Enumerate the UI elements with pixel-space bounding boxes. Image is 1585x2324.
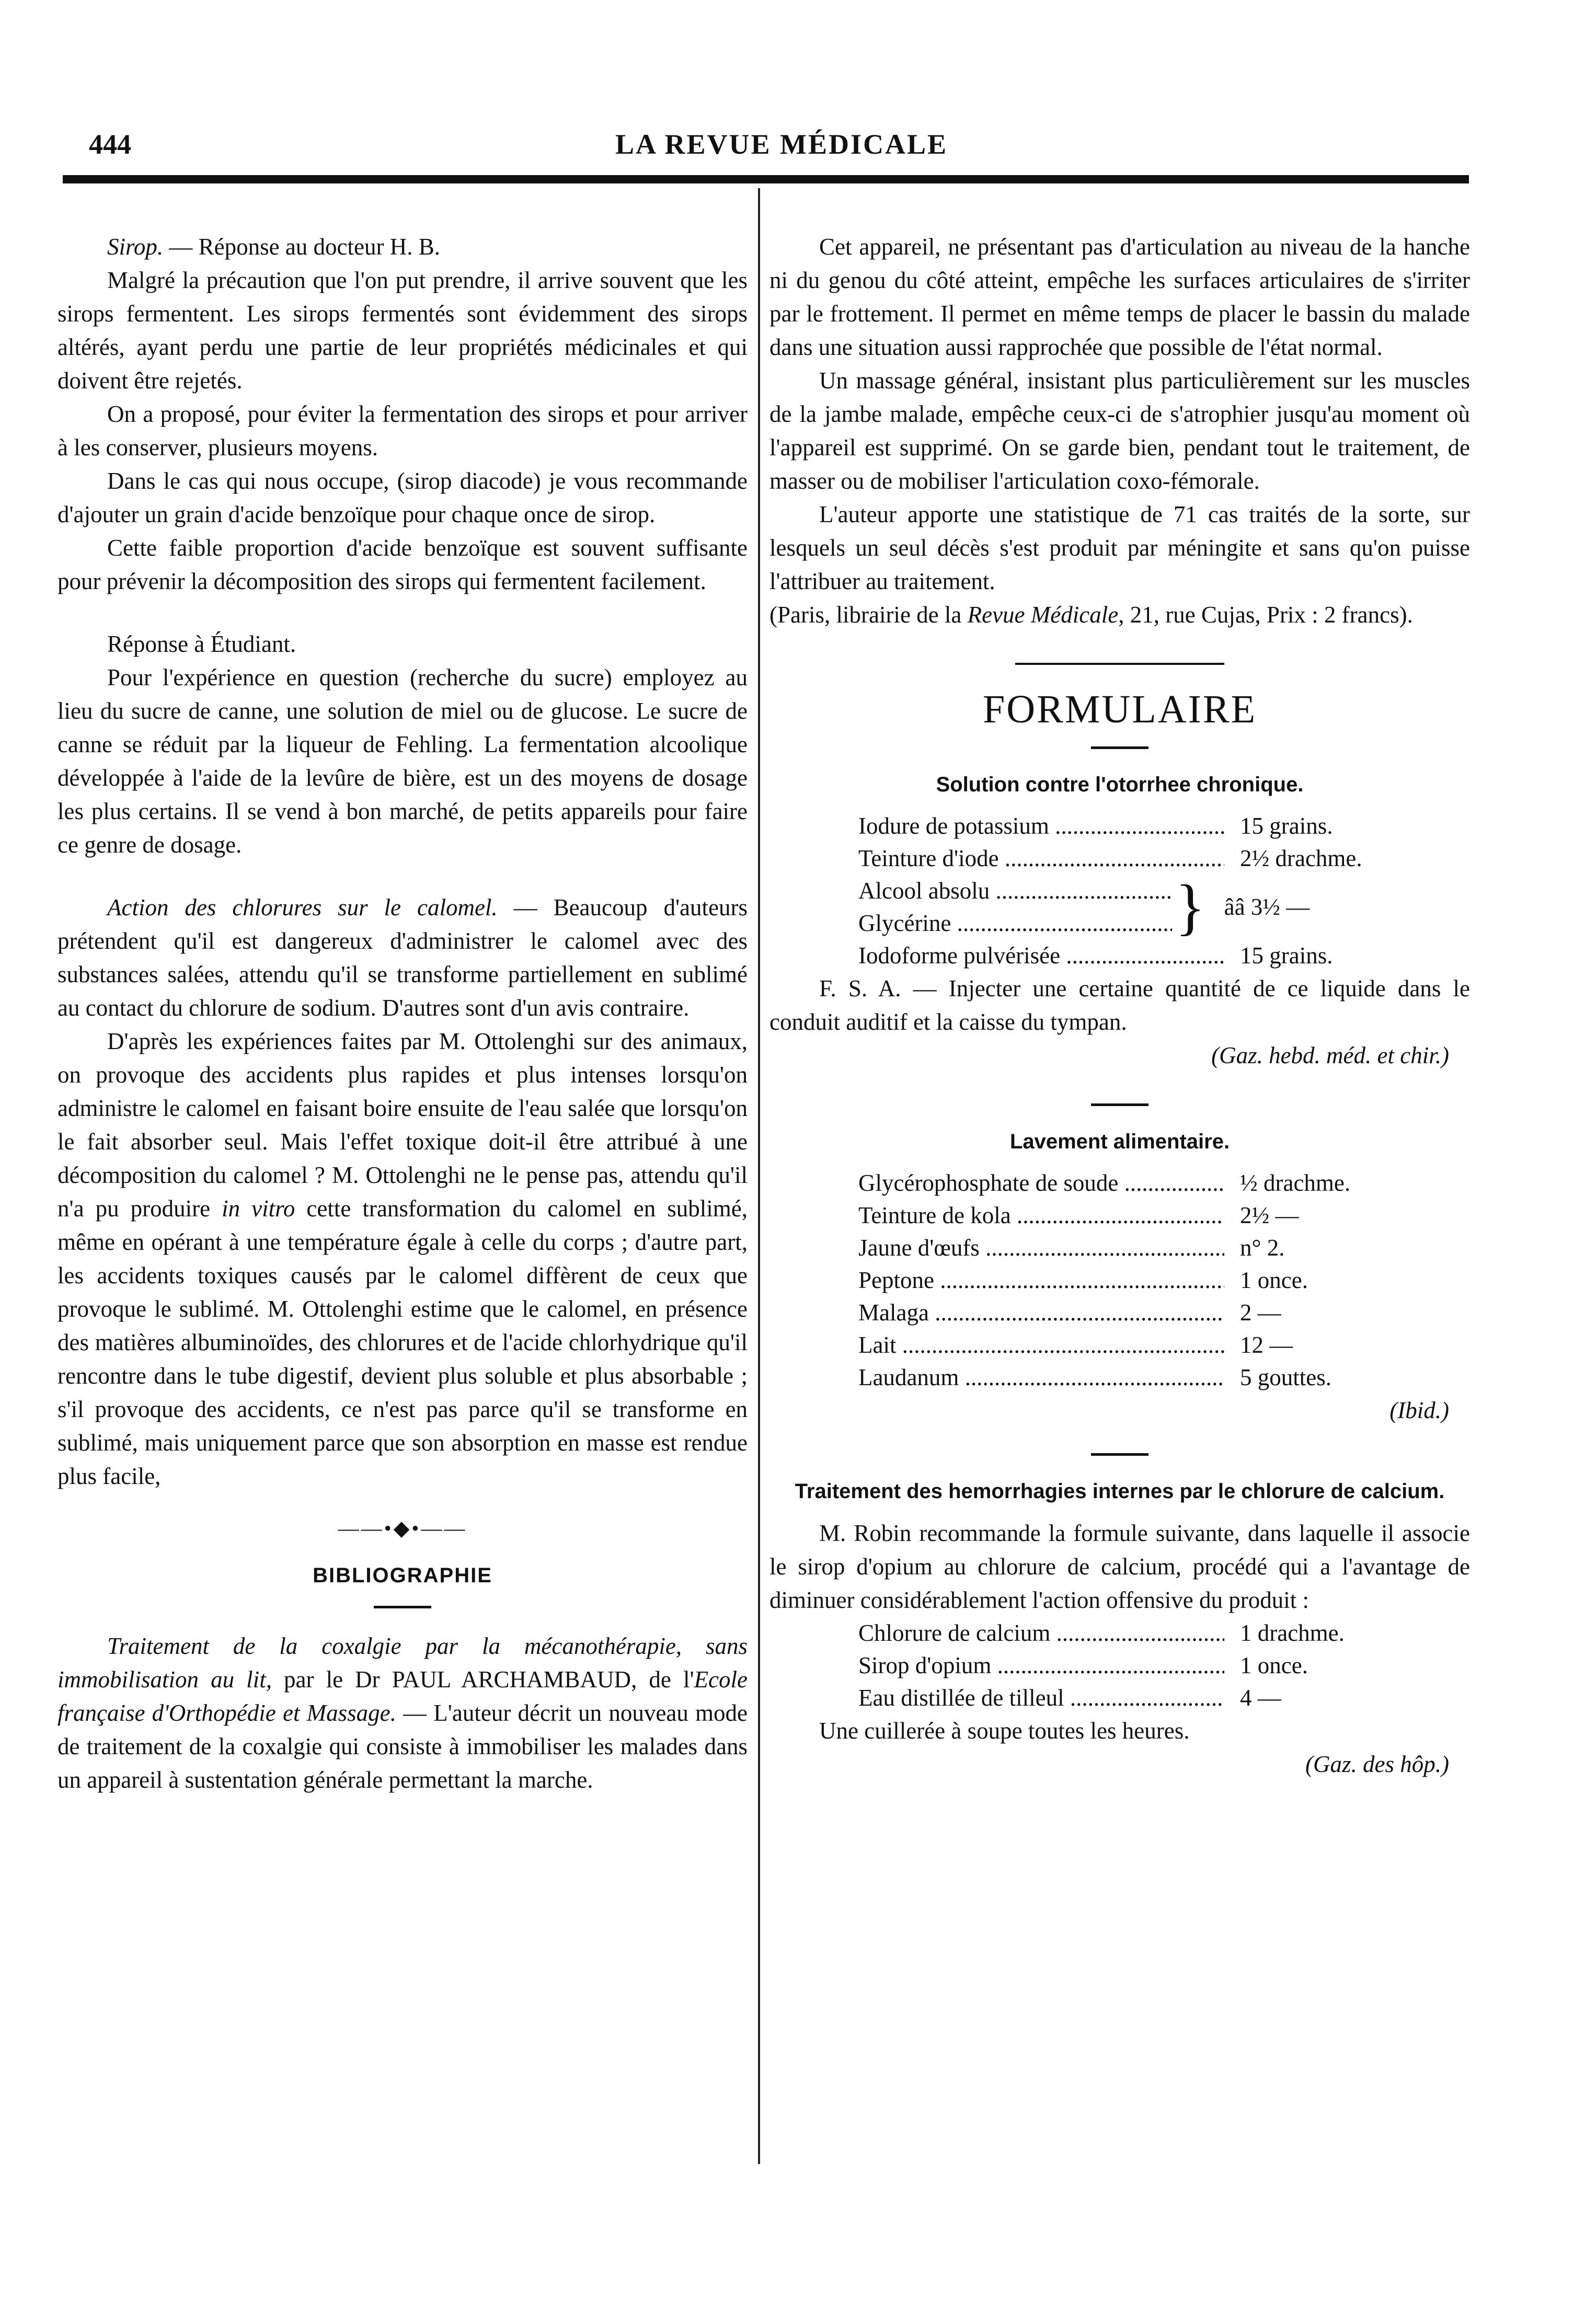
appareil-paragraph-3: L'auteur apporte une statistique de 71 cas traités de la sorte, sur lesquels un seul décès s'est produit par méningite et sans qu'on puisse l'attribuer au traitement. xyxy=(769,501,1470,594)
ingredient-qty: 15 grains. xyxy=(1240,942,1333,969)
sirop-paragraph-2: On a proposé, pour éviter la fermentation des sirops et pour arriver à les conserver, plusieurs moyens. xyxy=(58,401,748,461)
book-description: — L'auteur décrit un nouveau mode de traitement de la coxalgie qui consiste à immobiliser les malades dans un appareil à sustentation générale permettant la marche. xyxy=(58,1700,748,1793)
ingredient-qty: 2½ drachme. xyxy=(1240,845,1362,871)
ingredient-name: Eau distillée de tilleul ..... xyxy=(858,1682,1224,1714)
ingredient-name: Lait ..... xyxy=(858,1329,1224,1361)
otorrhee-instructions: F. S. A. — Injecter une certaine quantité de ce liquide dans le conduit auditif et la caisse du tympan. xyxy=(769,975,1470,1035)
running-head xyxy=(89,128,1474,170)
ingredient-name: Iodure de potassium ..... xyxy=(858,810,1224,842)
ingredient-row xyxy=(858,1199,1449,1232)
ingredient-row xyxy=(858,1649,1449,1682)
ingredient-qty: 1 once. xyxy=(1240,1652,1308,1678)
appareil-paragraph-1: Cet appareil, ne présentant pas d'articulation au niveau de la hanche ni du genou du côté atteint, empêche les surfaces articulaires de s'irriter par le frottement. Il permet en même temps de placer le bassin du malade dans une situation aussi rapprochée que possible de l'état normal. xyxy=(769,234,1470,360)
calomel-text-2b: cette transformation du calomel en sublimé, même en opérant à une température égale à celle du corps ; d'autre part, les accidents toxiques causés par le calomel diffèrent de ceux que provoque le sublimé. M. Ottolenghi estime que le calomel, en présence des matières albuminoïdes, des chlorures et de l'acide chlorhydrique qu'il rencontre dans le tube digestif, devient plus soluble et plus absorbable ; s'il provoque des accidents, ce n'est pas parce qu'il se transforme en sublimé, mais uniquement parce que son absorption en masse est rendue plus facile, xyxy=(58,1195,748,1489)
ingredient-qty: 2½ — xyxy=(1240,1202,1299,1228)
calomel-paragraph-2 xyxy=(58,1025,748,1493)
ingredient-qty: 2 — xyxy=(1240,1299,1281,1326)
ingredient-row xyxy=(858,842,1449,875)
book-school: Ecole française d'Orthopédie et Massage. xyxy=(58,1666,748,1726)
ingredient-row xyxy=(858,1264,1449,1296)
book-of: , de l' xyxy=(631,1666,694,1693)
otorrhee-source: (Gaz. hebd. méd. et chir.) xyxy=(1211,1042,1449,1068)
ingredient-row xyxy=(858,907,1172,939)
calomel-paragraph-1 xyxy=(58,891,748,1025)
ingredient-row xyxy=(858,1361,1449,1394)
header-rule xyxy=(63,175,1469,183)
calomel-title: Action des chlorures sur le calomel. xyxy=(107,894,498,921)
ingredient-qty: 1 drachme. xyxy=(1240,1620,1345,1646)
spacer xyxy=(58,598,748,627)
section-ornament: ——•◆•—— xyxy=(338,1516,467,1540)
publisher-journal: Revue Médicale xyxy=(967,602,1119,628)
sirop-title: Sirop. xyxy=(107,234,164,260)
ingredient-name: Laudanum ..... xyxy=(858,1361,1224,1394)
ingredient-row xyxy=(858,1617,1449,1649)
ingredient-qty: 1 once. xyxy=(1240,1267,1308,1293)
bracket-names xyxy=(858,875,1172,939)
sirop-paragraph-intro xyxy=(58,230,748,263)
column-divider xyxy=(758,188,760,2164)
ingredient-qty: 12 — xyxy=(1240,1332,1293,1358)
ingredient-name: Teinture d'iode ..... xyxy=(858,842,1224,875)
hemorragies-source: (Gaz. des hôp.) xyxy=(1305,1751,1449,1777)
appareil-paragraph-2: Un massage général, insistant plus particulièrement sur les muscles de la jambe malade, empêche ceux-ci de s'atrophier jusqu'au moment où l'appareil est supprimé. On se garde bien, pendant tout le traitement, de masser ou de mobiliser l'articulation coxo-fémorale. xyxy=(769,367,1470,494)
publisher-text-a: (Paris, librairie de la xyxy=(769,602,968,628)
ingredient-qty: n° 2. xyxy=(1240,1235,1285,1261)
lavement-heading: Lavement alimentaire. xyxy=(1009,1130,1230,1153)
hemorragies-recipe xyxy=(858,1617,1449,1714)
ingredient-qty: 4 — xyxy=(1240,1685,1281,1711)
ingredient-row xyxy=(858,1329,1449,1361)
sirop-intro: — Réponse au docteur H. B. xyxy=(163,234,441,260)
book-title: Traitement de la coxalgie par la mécanothérapie, sans immobilisation au lit, xyxy=(58,1633,748,1693)
ingredient-qty: ââ 3½ — xyxy=(1224,894,1310,920)
calomel-text-1: — Beaucoup d'auteurs prétendent qu'il est dangereux d'administrer le calomel avec des substances salées, attendu qu'il se transforme partiellement en sublimé au contact du chlorure de sodium. D'autres sont d'un avis contraire. xyxy=(58,894,748,1021)
ingredient-row xyxy=(858,939,1449,972)
ingredient-name: Sirop d'opium ..... xyxy=(858,1649,1224,1682)
ingredient-name: Glycérophosphate de soude ..... xyxy=(858,1167,1224,1199)
brace-icon: } xyxy=(1175,872,1205,941)
ingredient-row xyxy=(858,875,1172,907)
ingredient-row xyxy=(858,1682,1449,1714)
bibliographie-heading: BIBLIOGRAPHIE xyxy=(313,1564,492,1587)
journal-title: LA REVUE MÉDICALE xyxy=(615,129,948,160)
lavement-recipe xyxy=(858,1167,1449,1394)
short-rule xyxy=(1091,746,1148,749)
etudiant-title: Réponse à Étudiant. xyxy=(107,631,296,657)
ingredient-row xyxy=(858,1296,1449,1329)
page-number: 444 xyxy=(89,129,131,160)
calomel-in-vitro: in vitro xyxy=(222,1195,295,1222)
right-column xyxy=(769,230,1470,1781)
ingredient-name: Peptone ..... xyxy=(858,1264,1224,1296)
otorrhee-heading: Solution contre l'otorrhee chronique. xyxy=(936,773,1304,796)
ingredient-name: Malaga ..... xyxy=(858,1296,1224,1329)
ingredient-name: Glycérine ..... xyxy=(858,907,1172,939)
ingredient-name: Chlorure de calcium ..... xyxy=(858,1617,1224,1649)
publisher-info xyxy=(769,598,1470,631)
bibliographie-paragraph xyxy=(58,1629,748,1797)
left-column xyxy=(58,230,748,1797)
ingredient-qty: ½ drachme. xyxy=(1240,1170,1351,1196)
formulaire-title: FORMULAIRE xyxy=(982,687,1257,731)
book-by: par le Dr xyxy=(271,1666,392,1693)
short-rule xyxy=(1091,1453,1148,1456)
spacer xyxy=(58,861,748,891)
sirop-paragraph-3: Dans le cas qui nous occupe, (sirop diacode) je vous recommande d'ajouter un grain d'acide benzoïque pour chaque once de sirop. xyxy=(58,468,748,527)
lavement-source: (Ibid.) xyxy=(1389,1397,1449,1423)
sirop-paragraph-4: Cette faible proportion d'acide benzoïque est souvent suffisante pour prévenir la décomposition des sirops qui fermentent facilement. xyxy=(58,535,748,594)
book-author: PAUL ARCHAMBAUD xyxy=(392,1666,631,1693)
ingredient-row xyxy=(858,1167,1449,1199)
hemorragies-heading: Traitement des hemorrhagies internes par le chlorure de calcium. xyxy=(795,1480,1445,1503)
ingredient-name: Teinture de kola ..... xyxy=(858,1199,1224,1232)
etudiant-paragraph: Pour l'expérience en question (recherche du sucre) employez au lieu du sucre de canne, une solution de miel ou de glucose. Le sucre de canne se réduit par la liqueur de Fehling. La fermentation alcoolique développée à l'aide de la levûre de bière, est un des moyens de dosage les plus certains. Il se vend à bon marché, de petits appareils pour faire ce genre de dosage. xyxy=(58,664,748,858)
ingredient-name: Iodoforme pulvérisée ..... xyxy=(858,939,1224,972)
calomel-text-2a: D'après les expériences faites par M. Ottolenghi sur des animaux, on provoque des accidents plus rapides et plus intenses lorsqu'on administre le calomel en faisant boire ensuite de l'eau salée que lorsqu'on le fait absorber seul. Mais l'effet toxique doit-il être attribué à une décomposition du calomel ? M. Ottolenghi ne le pense pas, attendu qu'il n'a pu produire xyxy=(58,1028,748,1222)
short-rule xyxy=(374,1606,431,1608)
hemorragies-dosage: Une cuillerée à soupe toutes les heures. xyxy=(819,1718,1190,1744)
otorrhee-recipe xyxy=(858,810,1449,972)
ingredient-row xyxy=(858,1232,1449,1264)
ingredient-name: Alcool absolu ..... xyxy=(858,875,1172,907)
ingredient-qty: 15 grains. xyxy=(1240,813,1333,839)
publisher-text-b: , 21, rue Cujas, Prix : 2 francs). xyxy=(1118,602,1413,628)
short-rule xyxy=(1091,1103,1148,1106)
ingredient-name: Jaune d'œufs ..... xyxy=(858,1232,1224,1264)
section-rule xyxy=(1015,663,1224,665)
sirop-paragraph-1: Malgré la précaution que l'on put prendre, il arrive souvent que les sirops fermentent. Les sirops fermentés sont évidemment des sirops altérés, ayant perdu une partie de leur propriétés médicinales et qui doivent être rejetés. xyxy=(58,267,748,394)
ingredient-row xyxy=(858,810,1449,842)
ingredient-qty: 5 gouttes. xyxy=(1240,1364,1331,1390)
hemorragies-intro: M. Robin recommande la formule suivante, dans laquelle il associe le sirop d'opium au chlorure de calcium, procédé qui a l'avantage de diminuer considérablement l'action offensive du produit : xyxy=(769,1520,1470,1613)
bracketed-ingredients xyxy=(858,872,1449,941)
